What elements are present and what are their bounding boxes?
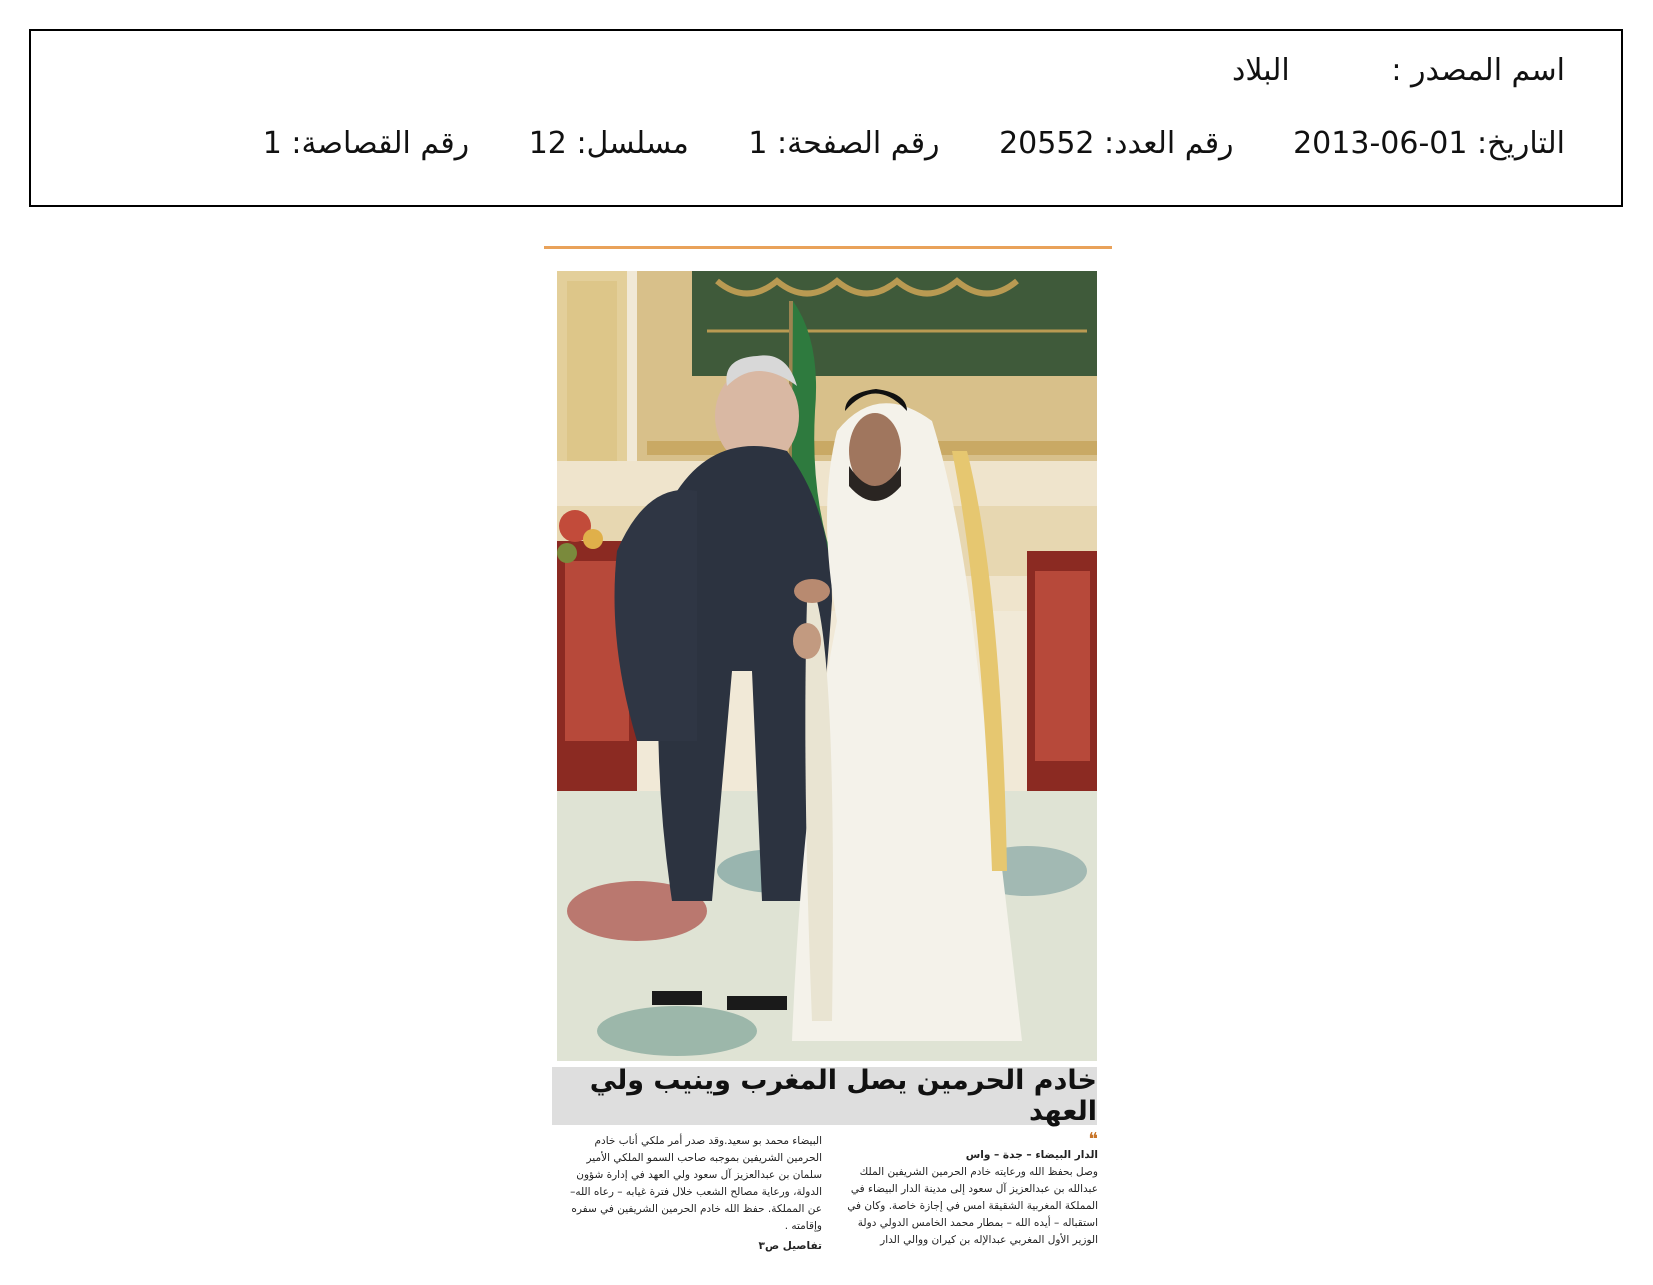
page-number-field: رقم الصفحة: 1 <box>748 126 940 161</box>
newspaper-clipping <box>544 246 1112 1270</box>
source-row <box>1232 53 1565 88</box>
details-reference: تفاصيل ص٣ <box>758 1240 822 1252</box>
source-label: اسم المصدر : <box>1391 53 1565 88</box>
date-field: التاريخ: 01-06-2013 <box>1293 126 1565 161</box>
clip-number-field: رقم القصاصة: 1 <box>262 126 470 161</box>
issue-number-field: رقم العدد: 20552 <box>999 126 1234 161</box>
source-info-box <box>29 29 1623 207</box>
news-photo <box>557 271 1097 1061</box>
article-column-right <box>833 1129 1098 1249</box>
dateline: الدار البيضاء – جدة – واس <box>965 1149 1098 1161</box>
headline-band <box>552 1067 1097 1125</box>
headline: خادم الحرمين يصل المغرب وينيب ولي العهد <box>589 1065 1097 1127</box>
details-row <box>263 126 1565 161</box>
source-value: البلاد <box>1231 53 1290 88</box>
article-text-right: وصل بحفظ الله ورعايته خادم الحرمين الشريفين الملك عبدالله بن عبدالعزيز آل سعود إلى مدينة الدار البيضاء في المملكة المغربية الشقيقة امس في إجازة خاصة. وكان في استقباله – أيده الله – بمطار محمد الخامس الدولي دولة الوزير الأول المغربي عبدالإله بن كيران ووالي الدار <box>847 1166 1098 1246</box>
article-column-left <box>560 1133 822 1255</box>
news-photo-illustration <box>557 271 1097 1061</box>
quote-mark-icon: ❝ <box>1088 1129 1098 1150</box>
article-text-left: البيضاء محمد بو سعيد.وقد صدر أمر ملكي أناب خادم الحرمين الشريفين بموجبه صاحب السمو الملكي الأمير سلمان بن عبدالعزيز آل سعود ولي العهد في إدارة شؤون الدولة، ورعاية مصالح الشعب خلال فترة غيابه – رعاه الله– عن المملكة. حفظ الله خادم الحرمين الشريفين في سفره وإقامته . <box>570 1135 822 1232</box>
serial-field: مسلسل: 12 <box>528 126 689 161</box>
